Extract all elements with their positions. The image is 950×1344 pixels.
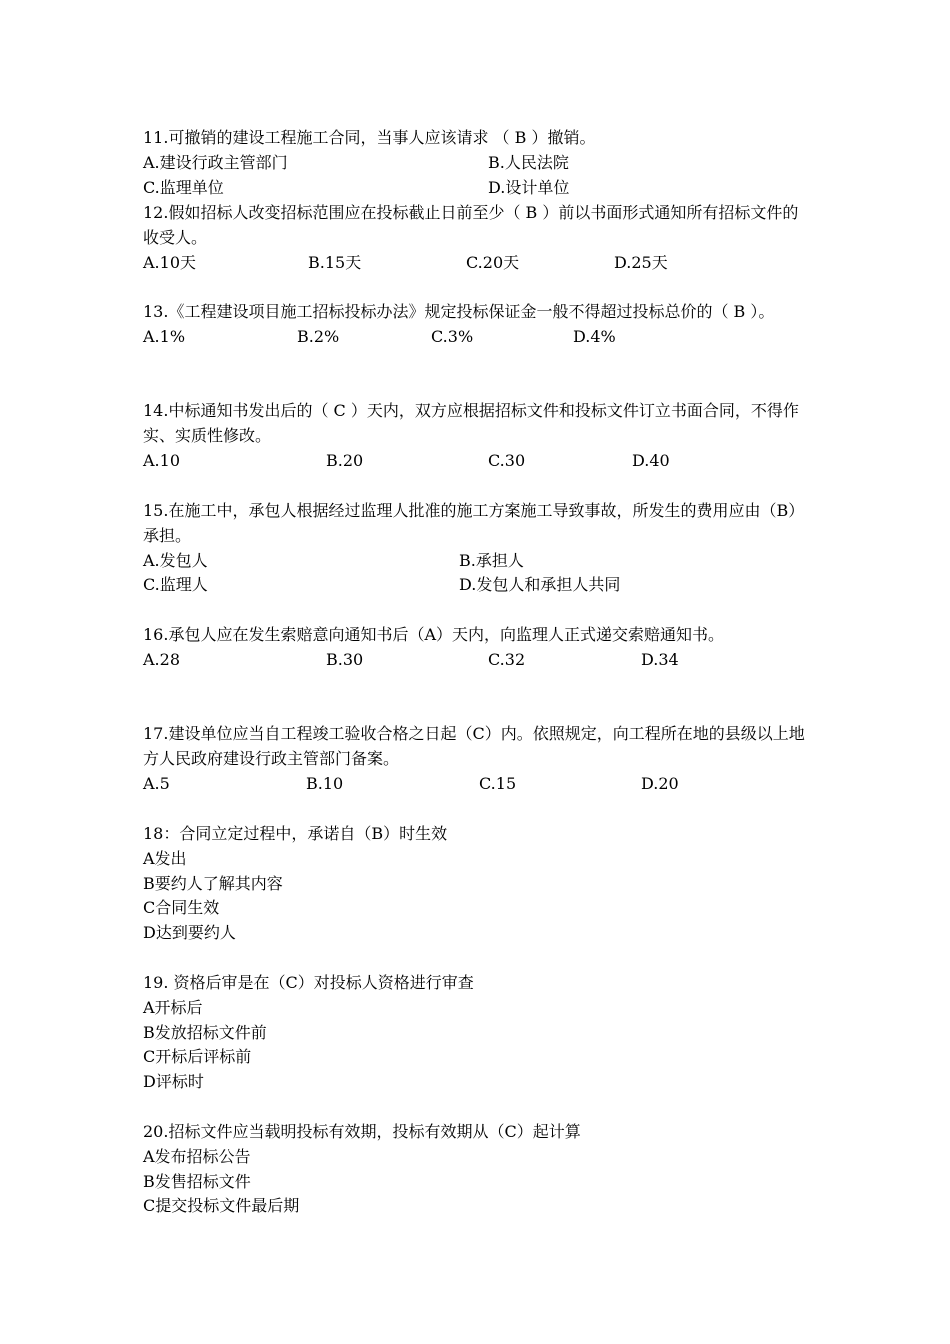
option-row bbox=[143, 251, 813, 276]
option-a: A.1% bbox=[143, 326, 186, 346]
question-17 bbox=[143, 722, 813, 796]
option-row bbox=[143, 325, 813, 350]
question-13 bbox=[143, 300, 813, 350]
option-b: B.15天 bbox=[308, 252, 362, 272]
question-stem: 19. 资格后审是在（C）对投标人资格进行审查 bbox=[143, 973, 474, 992]
option-c: C.监理人 bbox=[143, 575, 208, 595]
question-16 bbox=[143, 623, 813, 673]
option-a: A.28 bbox=[143, 649, 180, 669]
option-c: C.32 bbox=[488, 649, 526, 669]
option-c: C.3% bbox=[431, 326, 474, 346]
question-18 bbox=[143, 822, 813, 946]
option-b: B.20 bbox=[326, 450, 364, 470]
option-d: D.25天 bbox=[614, 252, 668, 272]
option-d: D.设计单位 bbox=[488, 177, 570, 197]
option-b: B.30 bbox=[326, 649, 364, 669]
question-stem: 11.可撤销的建设工程施工合同，当事人应该请求 （ B ）撤销。 bbox=[143, 128, 596, 147]
option-a: A.5 bbox=[143, 773, 170, 793]
question-stem: 15.在施工中，承包人根据经过监理人批准的施工方案施工导致事故，所发生的费用应由（B）承担。 bbox=[143, 501, 805, 545]
question-stem: 18：合同立定过程中，承诺自（B）时生效 bbox=[143, 824, 448, 843]
question-stem: 20.招标文件应当载明投标有效期，投标有效期从（C）起计算 bbox=[143, 1122, 581, 1141]
option-d: D.34 bbox=[641, 649, 679, 669]
option-row bbox=[143, 176, 813, 201]
option-a: A开标后 bbox=[143, 997, 203, 1017]
option-a: A.10 bbox=[143, 450, 180, 470]
question-stem: 16.承包人应在发生索赔意向通知书后（A）天内，向监理人正式递交索赔通知书。 bbox=[143, 625, 725, 644]
question-12 bbox=[143, 201, 813, 275]
option-d: D.20 bbox=[641, 773, 679, 793]
option-row bbox=[143, 573, 813, 598]
option-b: B.2% bbox=[297, 326, 340, 346]
option-b: B.人民法院 bbox=[488, 152, 569, 172]
question-11 bbox=[143, 126, 813, 200]
option-c: C合同生效 bbox=[143, 898, 220, 918]
option-row bbox=[143, 772, 813, 797]
option-b: B要约人了解其内容 bbox=[143, 873, 283, 893]
question-stem: 14.中标通知书发出后的（ C ）天内，双方应根据招标文件和投标文件订立书面合同，不得作实、实质性修改。 bbox=[143, 401, 799, 445]
option-a: A发出 bbox=[143, 848, 187, 868]
option-d: D评标时 bbox=[143, 1072, 204, 1092]
question-stem: 12.假如招标人改变招标范围应在投标截止日前至少（ B ）前以书面形式通知所有招标文件的收受人。 bbox=[143, 203, 799, 247]
option-d: D达到要约人 bbox=[143, 923, 236, 943]
option-row bbox=[143, 648, 813, 673]
question-15 bbox=[143, 499, 813, 598]
option-row bbox=[143, 549, 813, 574]
option-c: C.监理单位 bbox=[143, 177, 224, 197]
option-b: B.承担人 bbox=[459, 550, 524, 570]
option-c: C.30 bbox=[488, 450, 526, 470]
option-d: D.40 bbox=[632, 450, 670, 470]
option-c: C.20天 bbox=[466, 252, 520, 272]
question-14 bbox=[143, 399, 813, 473]
option-a: A.10天 bbox=[143, 252, 197, 272]
option-a: A.发包人 bbox=[143, 550, 208, 570]
option-c: C开标后评标前 bbox=[143, 1047, 252, 1067]
option-b: B.10 bbox=[306, 773, 344, 793]
question-stem: 13.《工程建设项目施工招标投标办法》规定投标保证金一般不得超过投标总价的（ B ）。 bbox=[143, 302, 775, 321]
option-a: A发布招标公告 bbox=[143, 1146, 251, 1166]
option-d: D.4% bbox=[573, 326, 616, 346]
question-stem: 17.建设单位应当自工程竣工验收合格之日起（C）内。依照规定，向工程所在地的县级以上地方人民政府建设行政主管部门备案。 bbox=[143, 724, 805, 768]
option-c: C.15 bbox=[479, 773, 517, 793]
option-c: C提交投标文件最后期 bbox=[143, 1196, 300, 1216]
option-row bbox=[143, 151, 813, 176]
option-a: A.建设行政主管部门 bbox=[143, 152, 288, 172]
option-b: B发放招标文件前 bbox=[143, 1022, 267, 1042]
option-row bbox=[143, 449, 813, 474]
option-d: D.发包人和承担人共同 bbox=[459, 575, 621, 595]
question-19 bbox=[143, 971, 813, 1095]
option-b: B发售招标文件 bbox=[143, 1171, 251, 1191]
question-20 bbox=[143, 1120, 813, 1219]
